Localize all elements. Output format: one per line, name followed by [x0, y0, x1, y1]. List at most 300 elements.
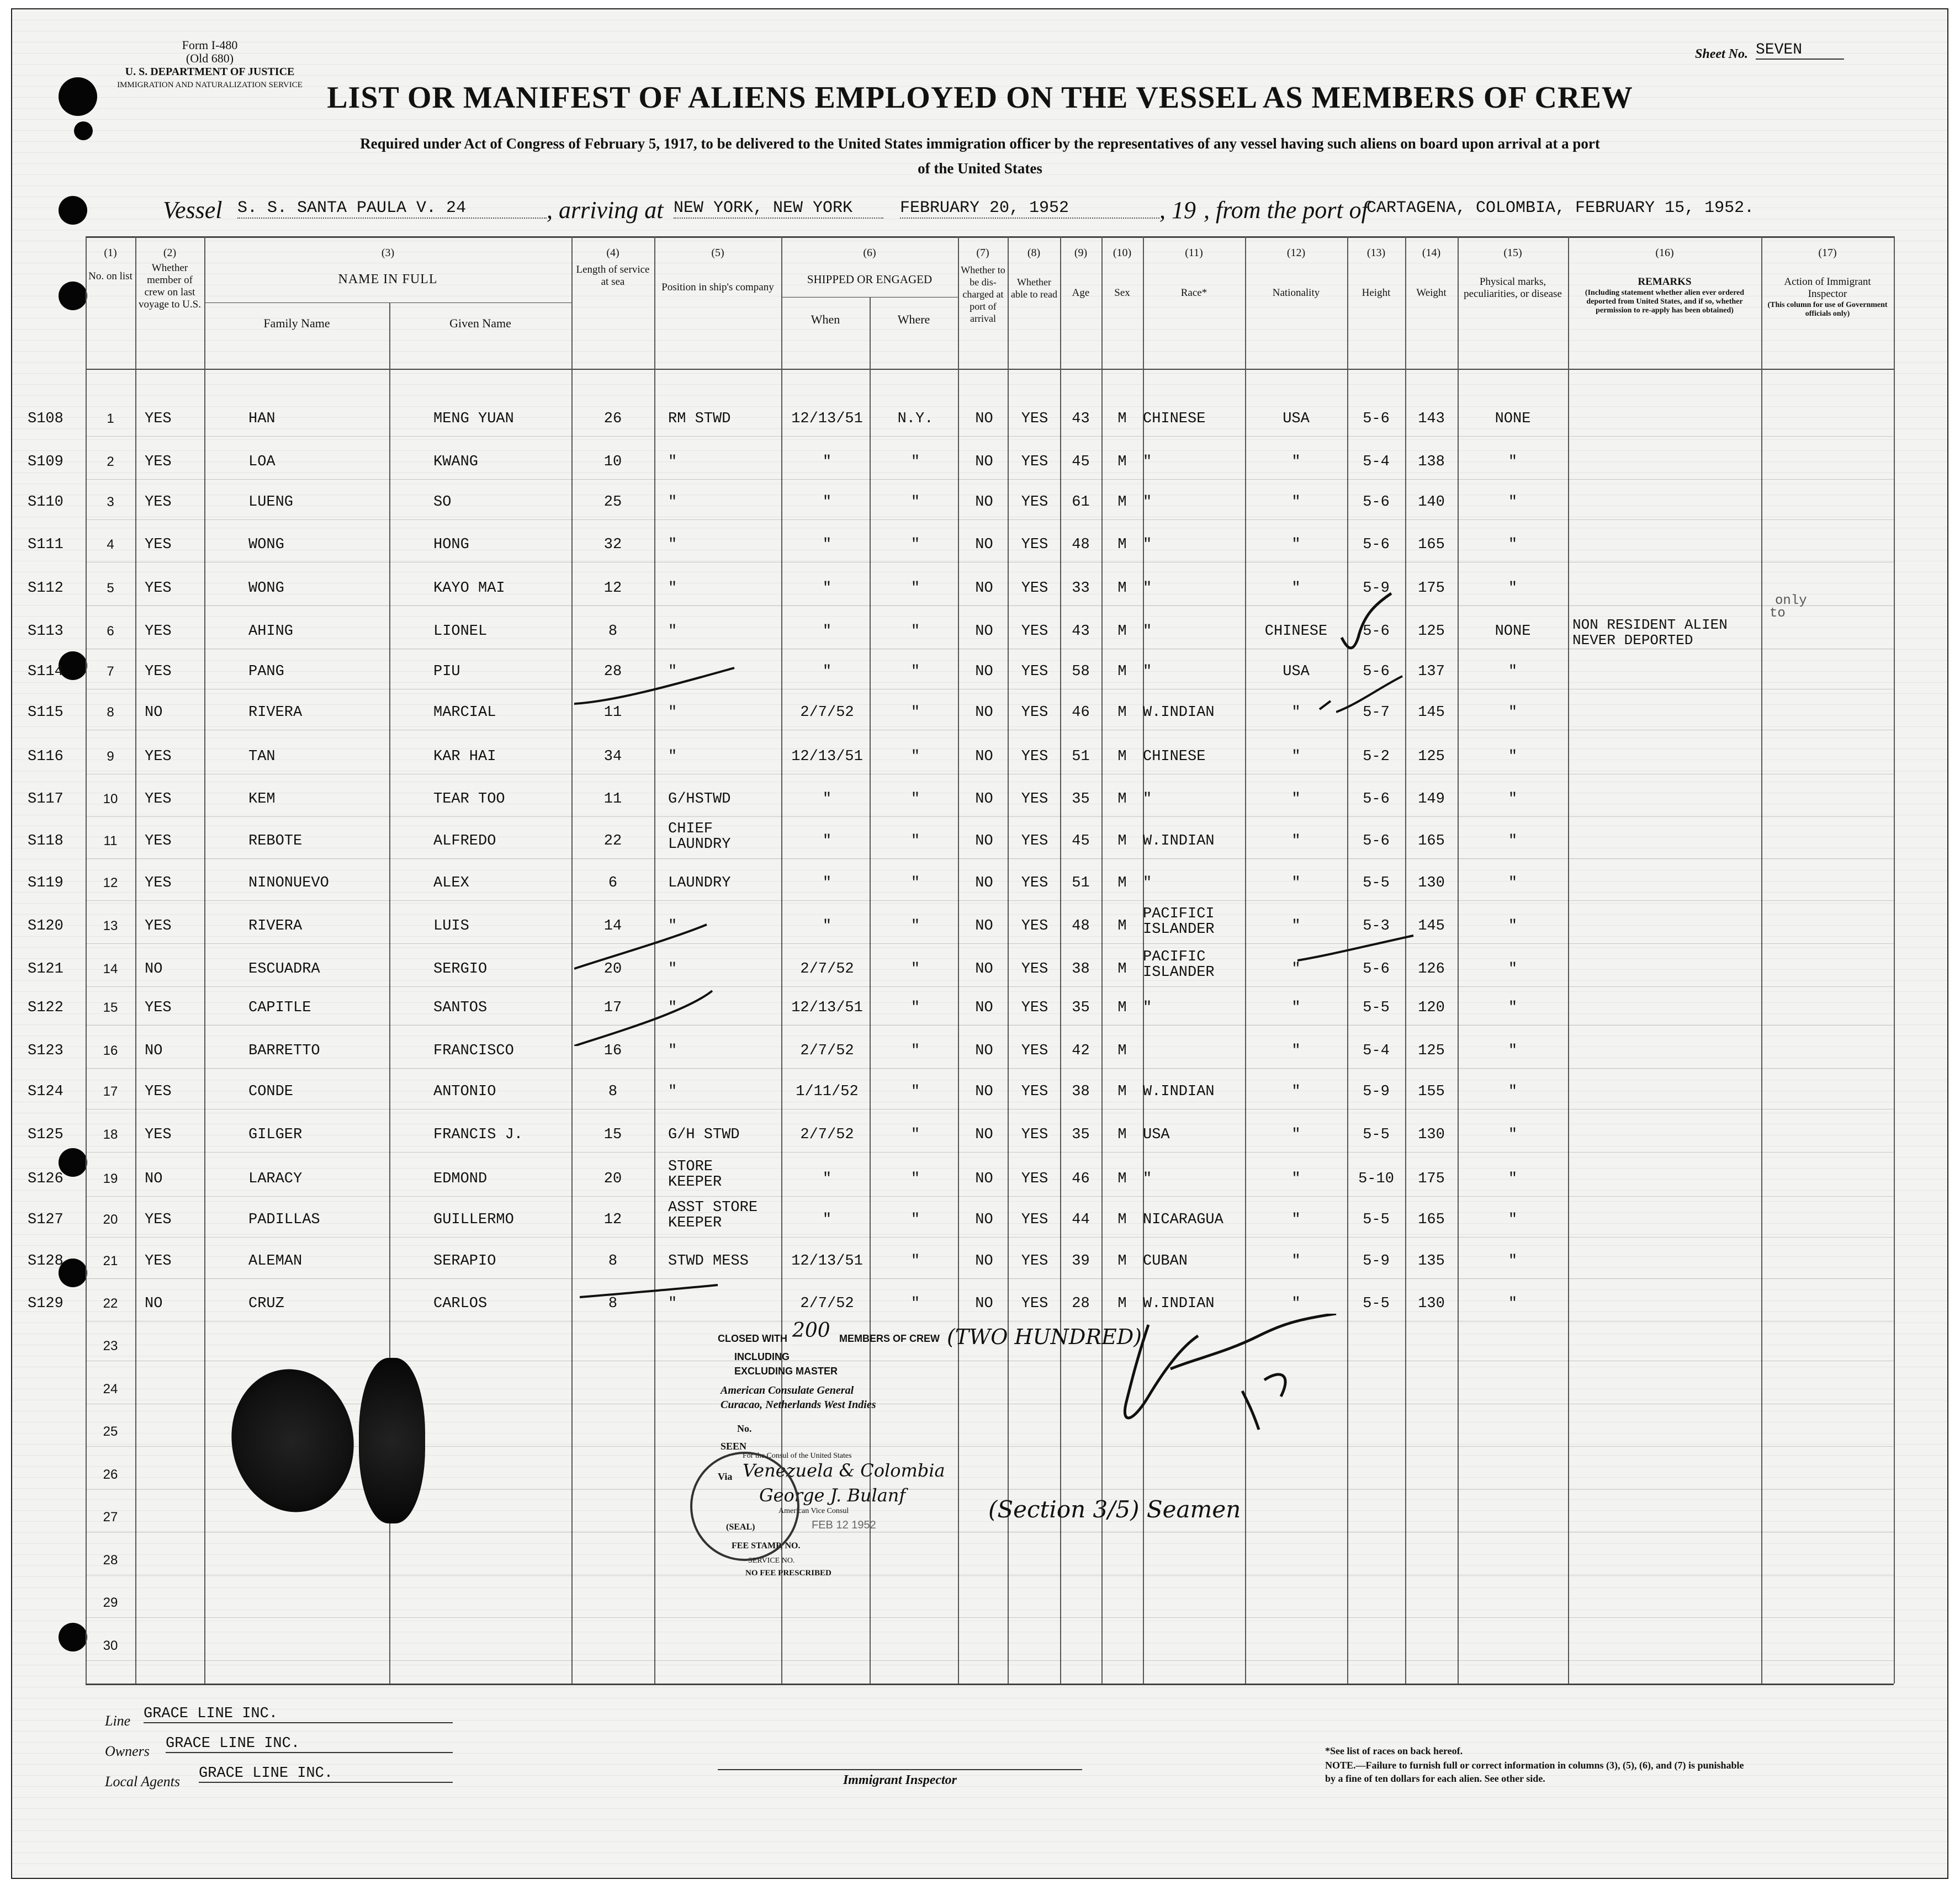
cell-row-number: 17	[103, 1084, 118, 1099]
cell-given-name: ALFREDO	[433, 833, 496, 849]
year-label: , 19	[1159, 197, 1196, 224]
empty-row-number: 23	[103, 1339, 118, 1353]
agents-label: Local Agents	[105, 1774, 181, 1790]
cell-shipped-when: 12/13/51	[791, 411, 863, 427]
cell-weight: 165	[1418, 537, 1445, 553]
cell-sex: M	[1117, 411, 1127, 427]
sheet-label: Sheet No.	[1695, 47, 1748, 61]
cell-given-name: ALEX	[433, 875, 469, 891]
cell-position: STWD MESS	[668, 1253, 749, 1270]
cell-height: 5-9	[1363, 1253, 1390, 1270]
cell-physical-marks: "	[1508, 1171, 1518, 1187]
cell-row-number: 4	[107, 537, 114, 552]
cell-position: "	[668, 961, 677, 978]
cell-weight: 165	[1418, 1212, 1445, 1228]
col-number: (2)	[163, 247, 177, 259]
cell-physical-marks: "	[1508, 704, 1518, 721]
cell-physical-marks: "	[1508, 918, 1518, 934]
cell-last-voyage: YES	[145, 580, 172, 597]
cell-height: 5-6	[1363, 833, 1390, 849]
cell-last-voyage: NO	[145, 704, 163, 721]
cell-position: ASST STORE KEEPER	[668, 1199, 758, 1231]
cell-shipped-when: 12/13/51	[791, 748, 863, 765]
cell-able-read: YES	[1021, 748, 1048, 765]
cell-list-code: S121	[28, 961, 63, 978]
departure-port: CARTAGENA, COLOMBIA, FEBRUARY 15, 1952.	[1366, 199, 1755, 217]
empty-row-number: 24	[103, 1381, 118, 1397]
cell-last-voyage: YES	[145, 833, 172, 849]
row-divider	[86, 1237, 1894, 1238]
cell-able-read: YES	[1021, 704, 1048, 721]
cell-physical-marks: "	[1508, 1043, 1518, 1059]
cell-sex: M	[1117, 494, 1127, 511]
cell-race: "	[1143, 454, 1152, 470]
table-header-border	[86, 369, 1894, 370]
cell-shipped-where: "	[910, 875, 920, 891]
page-subtitle-2: of the United States	[918, 160, 1042, 177]
cell-family-name: CONDE	[248, 1084, 294, 1100]
cell-position: LAUNDRY	[668, 875, 731, 891]
cell-physical-marks: "	[1508, 833, 1518, 849]
cell-shipped-when: "	[822, 875, 832, 891]
cell-shipped-when: "	[822, 1171, 832, 1187]
cell-height: 5-6	[1363, 537, 1390, 553]
cell-able-read: YES	[1021, 1043, 1048, 1059]
cell-physical-marks: "	[1508, 537, 1518, 553]
cell-sex: M	[1117, 1212, 1127, 1228]
cell-physical-marks: "	[1508, 1000, 1518, 1016]
cell-position: "	[668, 704, 677, 721]
cell-sex: M	[1117, 961, 1127, 978]
cell-race: PACIFICI ISLANDER	[1143, 906, 1215, 938]
cell-family-name: WONG	[248, 580, 284, 597]
cell-row-number: 6	[107, 624, 114, 639]
cell-able-read: YES	[1021, 494, 1048, 511]
cell-physical-marks: NONE	[1495, 623, 1531, 640]
col-divider	[86, 236, 87, 1684]
cell-length-service: 8	[608, 1253, 618, 1270]
cell-nationality: "	[1291, 1127, 1301, 1143]
empty-row-number: 25	[103, 1424, 118, 1439]
row-divider	[86, 1278, 1894, 1279]
empty-row-number: 27	[103, 1510, 118, 1525]
cell-able-read: YES	[1021, 411, 1048, 427]
cell-age: 44	[1072, 1212, 1090, 1228]
cell-age: 39	[1072, 1253, 1090, 1270]
cell-weight: 143	[1418, 411, 1445, 427]
cell-shipped-when: 2/7/52	[800, 961, 854, 978]
cell-nationality: "	[1291, 1253, 1301, 1270]
cell-row-number: 18	[103, 1127, 118, 1142]
cell-last-voyage: YES	[145, 875, 172, 891]
cell-discharged: NO	[975, 791, 993, 808]
cell-able-read: YES	[1021, 1295, 1048, 1312]
arrival-port: NEW YORK, NEW YORK	[674, 199, 883, 219]
cell-sex: M	[1117, 1295, 1127, 1312]
cell-physical-marks: "	[1508, 1295, 1518, 1312]
cell-family-name: CAPITLE	[248, 1000, 311, 1016]
cell-sex: M	[1117, 454, 1127, 470]
overflow-text: only	[1775, 593, 1807, 608]
col-number: (4)	[606, 247, 619, 259]
cell-list-code: S116	[28, 748, 63, 765]
cell-shipped-when: "	[822, 791, 832, 808]
cell-shipped-where: "	[910, 918, 920, 934]
cell-shipped-when: 2/7/52	[800, 1127, 854, 1143]
cell-row-number: 15	[103, 1000, 118, 1015]
col-number: (1)	[104, 247, 117, 259]
cell-last-voyage: YES	[145, 748, 172, 765]
empty-row-number: 29	[103, 1595, 118, 1610]
cell-discharged: NO	[975, 704, 993, 721]
cell-row-number: 19	[103, 1171, 118, 1186]
cell-list-code: S122	[28, 1000, 63, 1016]
cell-discharged: NO	[975, 580, 993, 597]
cell-list-code: S127	[28, 1212, 63, 1228]
cell-row-number: 3	[107, 495, 114, 509]
cell-list-code: S110	[28, 494, 63, 511]
cell-length-service: 8	[608, 1084, 618, 1100]
row-divider	[86, 479, 1894, 480]
cell-physical-marks: "	[1508, 961, 1518, 978]
col-number: (14)	[1422, 247, 1441, 259]
cell-discharged: NO	[975, 833, 993, 849]
cell-age: 51	[1072, 875, 1090, 891]
service-no-label: SERVICE NO.	[748, 1557, 795, 1565]
cell-sex: M	[1117, 1127, 1127, 1143]
cell-family-name: LUENG	[248, 494, 294, 511]
cell-given-name: KAYO MAI	[433, 580, 505, 597]
cell-race: CUBAN	[1143, 1253, 1188, 1270]
cell-row-number: 20	[103, 1212, 118, 1227]
col-number: (7)	[976, 247, 989, 259]
cell-weight: 126	[1418, 961, 1445, 978]
col-divider	[204, 236, 205, 1684]
header-when: When	[811, 312, 840, 326]
cell-height: 5-6	[1363, 961, 1390, 978]
cell-weight: 120	[1418, 1000, 1445, 1016]
owners-label: Owners	[105, 1743, 150, 1759]
cell-shipped-where: N.Y.	[897, 411, 934, 427]
cell-physical-marks: "	[1508, 875, 1518, 891]
header-last-voyage: Whether member of crew on last voyage to U.S.	[139, 262, 201, 310]
cell-family-name: RIVERA	[248, 704, 303, 721]
cell-age: 46	[1072, 704, 1090, 721]
cell-sex: M	[1117, 1084, 1127, 1100]
header-physical: Physical marks, peculiarities, or disease	[1464, 276, 1562, 300]
cell-discharged: NO	[975, 1295, 993, 1312]
cell-height: 5-5	[1363, 875, 1390, 891]
cell-sex: M	[1117, 748, 1127, 765]
cell-sex: M	[1117, 704, 1127, 721]
header-height: Height	[1362, 287, 1391, 299]
cell-weight: 175	[1418, 1171, 1445, 1187]
cell-height: 5-3	[1363, 918, 1390, 934]
embossed-seal	[359, 1358, 425, 1523]
cell-physical-marks: "	[1508, 454, 1518, 470]
cell-row-number: 13	[103, 918, 118, 933]
cell-last-voyage: YES	[145, 1212, 172, 1228]
sheet-number: SEVEN	[1756, 41, 1844, 60]
cell-position: "	[668, 537, 677, 553]
stamp-for-label: For the Consul of the United States	[743, 1452, 852, 1460]
punch-hole	[74, 121, 93, 140]
cell-shipped-where: "	[910, 623, 920, 640]
cell-discharged: NO	[975, 1127, 993, 1143]
cell-able-read: YES	[1021, 1171, 1048, 1187]
cell-length-service: 10	[603, 454, 622, 470]
cell-row-number: 1	[107, 411, 114, 426]
cell-list-code: S117	[28, 791, 63, 808]
header-family-name: Family Name	[263, 316, 330, 330]
col-divider	[1458, 236, 1459, 1684]
cell-list-code: S119	[28, 875, 63, 891]
cell-weight: 175	[1418, 580, 1445, 597]
cell-height: 5-5	[1363, 1000, 1390, 1016]
cell-physical-marks: "	[1508, 663, 1518, 680]
cell-weight: 125	[1418, 1043, 1445, 1059]
col-number: (6)	[863, 247, 876, 259]
cell-position: "	[668, 748, 677, 765]
cell-row-number: 14	[103, 962, 118, 976]
header-able-read: Whether able to read	[1011, 277, 1057, 300]
col-divider	[1761, 236, 1762, 1684]
stamp-signature-1: Venezuela & Colombia	[743, 1460, 945, 1481]
page-title: LIST OR MANIFEST OF ALIENS EMPLOYED ON THE VESSEL AS MEMBERS OF CREW	[327, 81, 1633, 115]
cell-shipped-when: "	[822, 833, 832, 849]
cell-weight: 130	[1418, 875, 1445, 891]
cell-length-service: 22	[603, 833, 622, 849]
header-position: Position in ship's company	[661, 282, 774, 293]
cell-position: "	[668, 918, 677, 934]
cell-race: W.INDIAN	[1143, 833, 1215, 849]
cell-sex: M	[1117, 875, 1127, 891]
cell-given-name: KWANG	[433, 454, 479, 470]
cell-race: "	[1143, 875, 1152, 891]
cell-shipped-when: 12/13/51	[791, 1253, 863, 1270]
cell-length-service: 12	[603, 580, 622, 597]
cell-shipped-where: "	[910, 1000, 920, 1016]
cell-weight: 125	[1418, 748, 1445, 765]
inspector-label: Immigrant Inspector	[843, 1773, 957, 1787]
stamp-date: FEB 12 1952	[812, 1519, 876, 1531]
cell-race: CHINESE	[1143, 748, 1206, 765]
cell-list-code: S109	[28, 454, 63, 470]
cell-nationality: "	[1291, 537, 1301, 553]
cell-family-name: NINONUEVO	[248, 875, 329, 891]
cell-height: 5-6	[1363, 623, 1390, 640]
header-action-note: (This column for use of Government officials only)	[1767, 301, 1888, 318]
cell-shipped-where: "	[910, 833, 920, 849]
cell-race: W.INDIAN	[1143, 1084, 1215, 1100]
cell-row-number: 9	[107, 749, 114, 764]
cell-length-service: 20	[603, 1171, 622, 1187]
cell-list-code: S128	[28, 1253, 63, 1270]
cell-weight: 155	[1418, 1084, 1445, 1100]
cell-last-voyage: YES	[145, 411, 172, 427]
cell-discharged: NO	[975, 663, 993, 680]
cell-able-read: YES	[1021, 833, 1048, 849]
pen-mark	[1297, 933, 1419, 966]
cell-nationality: "	[1291, 833, 1301, 849]
cell-family-name: CRUZ	[248, 1295, 284, 1312]
cell-position: STORE KEEPER	[668, 1159, 722, 1191]
cell-shipped-when: "	[822, 1212, 832, 1228]
via-label: Via	[718, 1471, 733, 1482]
agents-company: GRACE LINE INC.	[199, 1765, 453, 1783]
cell-given-name: SERAPIO	[433, 1253, 496, 1270]
cell-age: 35	[1072, 1000, 1090, 1016]
cell-physical-marks: "	[1508, 1212, 1518, 1228]
col-number: (16)	[1655, 247, 1674, 259]
cell-position: "	[668, 454, 677, 470]
cell-length-service: 12	[603, 1212, 622, 1228]
cell-discharged: NO	[975, 1253, 993, 1270]
cell-given-name: KAR HAI	[433, 748, 496, 765]
cell-list-code: S115	[28, 704, 63, 721]
cell-discharged: NO	[975, 1043, 993, 1059]
cell-nationality: "	[1291, 875, 1301, 891]
department: U. S. DEPARTMENT OF JUSTICE	[125, 66, 295, 78]
cell-sex: M	[1117, 580, 1127, 597]
cell-given-name: LIONEL	[433, 623, 488, 640]
cell-row-number: 21	[103, 1254, 118, 1268]
cell-age: 33	[1072, 580, 1090, 597]
cell-age: 43	[1072, 623, 1090, 640]
empty-row-number: 26	[103, 1467, 118, 1482]
cell-shipped-when: "	[822, 918, 832, 934]
cell-position: "	[668, 623, 677, 640]
cell-shipped-where: "	[910, 704, 920, 721]
cell-list-code: S111	[28, 537, 63, 553]
cell-height: 5-6	[1363, 411, 1390, 427]
cell-given-name: CARLOS	[433, 1295, 488, 1312]
cell-row-number: 12	[103, 875, 118, 890]
races-note: *See list of races on back hereof.	[1325, 1745, 1463, 1756]
stamp-signature-2: George J. Bulanf	[759, 1485, 906, 1506]
cell-weight: 165	[1418, 833, 1445, 849]
cell-weight: 145	[1418, 918, 1445, 934]
cell-nationality: "	[1291, 961, 1301, 978]
header-shipped: SHIPPED OR ENGAGED	[807, 273, 933, 286]
cell-height: 5-7	[1363, 704, 1390, 721]
service-name: IMMIGRATION AND NATURALIZATION SERVICE	[117, 81, 303, 89]
cell-race: "	[1143, 1000, 1152, 1016]
cell-position: "	[668, 663, 677, 680]
cell-list-code: S112	[28, 580, 63, 597]
cell-discharged: NO	[975, 918, 993, 934]
cell-nationality: "	[1291, 1084, 1301, 1100]
closed-with-label: CLOSED WITH	[718, 1333, 787, 1344]
cell-physical-marks: "	[1508, 748, 1518, 765]
cell-given-name: GUILLERMO	[433, 1212, 514, 1228]
cell-position: "	[668, 1295, 677, 1312]
cell-last-voyage: NO	[145, 961, 163, 978]
consulate-location: Curacao, Netherlands West Indies	[721, 1399, 876, 1411]
cell-row-number: 22	[103, 1296, 118, 1311]
cell-discharged: NO	[975, 1084, 993, 1100]
header-nationality: Nationality	[1272, 287, 1320, 299]
cell-height: 5-4	[1363, 454, 1390, 470]
cell-remarks: NON RESIDENT ALIEN NEVER DEPORTED	[1572, 617, 1728, 649]
col-number: (10)	[1113, 247, 1132, 259]
cell-given-name: TEAR TOO	[433, 791, 505, 808]
cell-sex: M	[1117, 1043, 1127, 1059]
cell-list-code: S108	[28, 411, 63, 427]
cell-weight: 130	[1418, 1127, 1445, 1143]
seal-label: (SEAL)	[726, 1522, 755, 1532]
cell-physical-marks: "	[1508, 494, 1518, 511]
cell-family-name: ESCUADRA	[248, 961, 320, 978]
col-number: (13)	[1366, 247, 1386, 259]
cell-able-read: YES	[1021, 1127, 1048, 1143]
cell-row-number: 7	[107, 664, 114, 679]
cell-length-service: 11	[603, 791, 622, 808]
cell-last-voyage: YES	[145, 1127, 172, 1143]
cell-height: 5-6	[1363, 791, 1390, 808]
col-number: (11)	[1185, 247, 1203, 259]
row-divider	[86, 1617, 1894, 1618]
row-divider	[86, 1489, 1894, 1490]
cell-last-voyage: YES	[145, 1253, 172, 1270]
cell-race: "	[1143, 1171, 1152, 1187]
cell-race: "	[1143, 791, 1152, 808]
cell-family-name: TAN	[248, 748, 276, 765]
cell-shipped-where: "	[910, 961, 920, 978]
cell-race: "	[1143, 494, 1152, 511]
cell-position: "	[668, 1043, 677, 1059]
vice-consul-label: American Vice Consul	[778, 1507, 849, 1515]
cell-sex: M	[1117, 623, 1127, 640]
cell-shipped-when: "	[822, 454, 832, 470]
old-form-number: (Old 680)	[186, 51, 234, 65]
cell-length-service: 26	[603, 411, 622, 427]
cell-age: 45	[1072, 833, 1090, 849]
cell-given-name: MENG YUAN	[433, 411, 514, 427]
cell-family-name: BARRETTO	[248, 1043, 320, 1059]
cell-shipped-where: "	[910, 1127, 920, 1143]
header-remarks-note: (Including statement whether alien ever ordered deported from United States, and if so, whether permission to re-apply has been obtained)	[1585, 289, 1745, 315]
cell-height: 5-10	[1358, 1171, 1394, 1187]
cell-race: "	[1143, 580, 1152, 597]
cell-age: 45	[1072, 454, 1090, 470]
cell-height: 5-5	[1363, 1127, 1390, 1143]
cell-discharged: NO	[975, 1171, 993, 1187]
cell-weight: 138	[1418, 454, 1445, 470]
check-marks	[1336, 582, 1424, 737]
cell-physical-marks: "	[1508, 791, 1518, 808]
header-weight: Weight	[1416, 287, 1447, 299]
cell-list-code: S120	[28, 918, 63, 934]
cell-shipped-when: 2/7/52	[800, 1043, 854, 1059]
cell-list-code: S129	[28, 1295, 63, 1312]
cell-age: 61	[1072, 494, 1090, 511]
pen-marks	[574, 660, 1435, 1046]
cell-age: 48	[1072, 537, 1090, 553]
cell-height: 5-6	[1363, 663, 1390, 680]
header-where: Where	[897, 312, 930, 326]
cell-position: CHIEF LAUNDRY	[668, 821, 731, 853]
cell-shipped-where: "	[910, 1253, 920, 1270]
cell-age: 48	[1072, 918, 1090, 934]
row-divider	[86, 1660, 1894, 1661]
cell-weight: 140	[1418, 494, 1445, 511]
cell-weight: 130	[1418, 1295, 1445, 1312]
cell-shipped-when: "	[822, 494, 832, 511]
cell-nationality: "	[1291, 791, 1301, 808]
cell-sex: M	[1117, 1253, 1127, 1270]
cell-shipped-where: "	[910, 1171, 920, 1187]
